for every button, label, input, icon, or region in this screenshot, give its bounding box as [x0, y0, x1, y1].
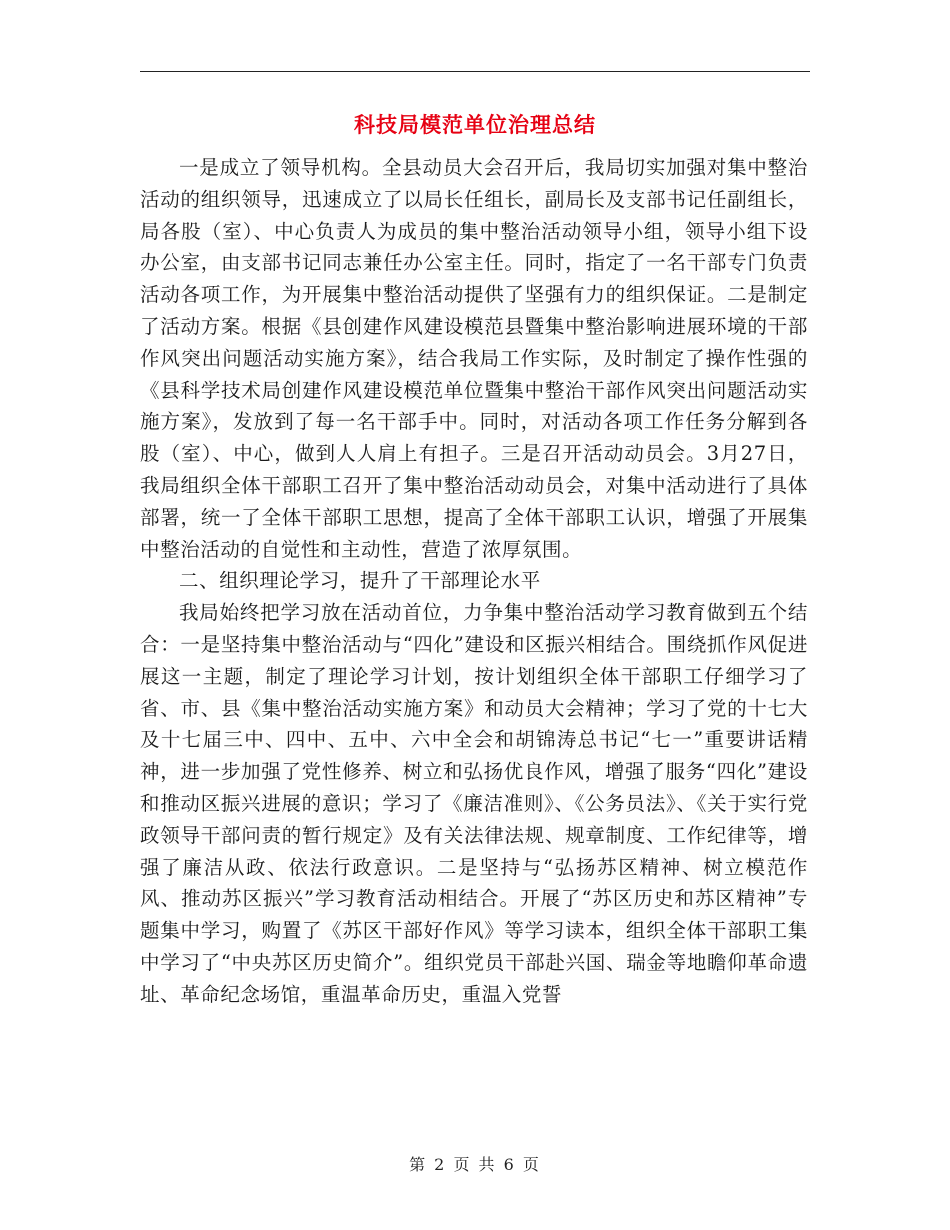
- page-number: 第 2 页 共 6 页: [409, 1155, 541, 1174]
- paragraph: 我局始终把学习放在活动首位，力争集中整治活动学习教育做到五个结合：一是坚持集中整治活动与“四化”建设和区振兴相结合。围绕抓作风促进展这一主题，制定了理论学习计划，按计划组织全体干部职工仔细学习了省、市、县《集中整治活动实施方案》和动员大会精神；学习了党的十七大及十七届三中、四中、五中、六中全会和胡锦涛总书记“七一”重要讲话精神，进一步加强了党性修养、树立和弘扬优良作风，增强了服务“四化”建设和推动区振兴进展的意识；学习了《廉洁准则》、《公务员法》、《关于实行党政领导干部问责的暂行规定》及有关法律法规、规章制度、工作纪律等，增强了廉洁从政、依法行政意识。二是坚持与“弘扬苏区精神、树立模范作风、推动苏区振兴”学习教育活动相结合。开展了“苏区历史和苏区精神”专题集中学习，购置了《苏区干部好作风》等学习读本，组织全体干部职工集中学习了“中央苏区历史简介”。组织党员干部赴兴国、瑞金等地瞻仰革命遗址、革命纪念场馆，重温革命历史，重温入党誓: [140, 601, 808, 1006]
- document-body: [140, 152, 808, 1011]
- header-rule: [140, 71, 810, 72]
- section-heading: 二、组织理论学习，提升了干部理论水平: [179, 569, 541, 593]
- paragraph: 一是成立了领导机构。全县动员大会召开后，我局切实加强对集中整治活动的组织领导，迅速成立了以局长任组长，副局长及支部书记任副组长，局各股（室）、中心负责人为成员的集中整治活动领导小组，领导小组下设办公室，由支部书记同志兼任办公室主任。同时，指定了一名干部专门负责活动各项工作，为开展集中整治活动提供了坚强有力的组织保证。二是制定了活动方案。根据《县创建作风建设模范县暨集中整治影响进展环境的干部作风突出问题活动实施方案》，结合我局工作实际，及时制定了操作性强的《县科学技术局创建作风建设模范单位暨集中整治干部作风突出问题活动实施方案》，发放到了每一名干部手中。同时，对活动各项工作任务分解到各股（室）、中心，做到人人肩上有担子。三是召开活动动员会。3月27日，我局组织全体干部职工召开了集中整治活动动员会，对集中活动进行了具体部署，统一了全体干部职工思想，提高了全体干部职工认识，增强了开展集中整治活动的自觉性和主动性，营造了浓厚氛围。: [140, 156, 808, 561]
- document-title: 科技局模范单位治理总结: [354, 113, 596, 137]
